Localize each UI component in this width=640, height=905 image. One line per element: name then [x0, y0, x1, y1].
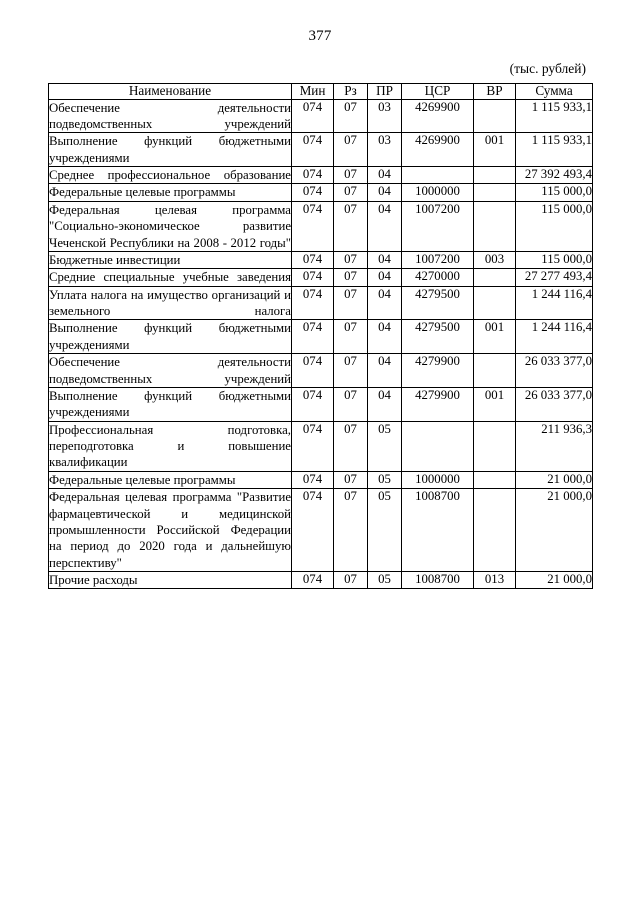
- column-header-rz: Рз: [334, 84, 368, 100]
- row-sum: 1 115 933,1: [516, 99, 593, 133]
- table-row: [49, 354, 593, 388]
- row-rz: 07: [334, 286, 368, 320]
- row-sum: 27 277 493,4: [516, 269, 593, 286]
- row-name: Средние специальные учебные заведения: [49, 270, 291, 285]
- row-name: Выполнение функций бюджетными учреждениями: [49, 134, 291, 165]
- row-csr: 4279500: [402, 286, 474, 320]
- row-name: Обеспечение деятельности подведомственных учреждений: [49, 355, 291, 386]
- column-header-name: Наименование: [49, 84, 292, 100]
- row-sum: 211 936,3: [516, 421, 593, 471]
- row-csr: 1008700: [402, 572, 474, 589]
- row-csr: 4279900: [402, 354, 474, 388]
- row-min: 074: [292, 421, 334, 471]
- table-row: [49, 269, 593, 286]
- column-header-csr: ЦСР: [402, 84, 474, 100]
- row-vr: [474, 421, 516, 471]
- units-note: (тыс. рублей): [509, 61, 586, 76]
- row-name: Обеспечение деятельности подведомственных учреждений: [49, 100, 291, 131]
- row-csr: [402, 167, 474, 184]
- row-rz: 07: [334, 133, 368, 167]
- row-vr: [474, 269, 516, 286]
- table-row: [49, 471, 593, 488]
- row-vr: [474, 489, 516, 572]
- row-vr: [474, 167, 516, 184]
- row-vr: 001: [474, 133, 516, 167]
- row-rz: 07: [334, 99, 368, 133]
- row-sum: 21 000,0: [516, 572, 593, 589]
- row-pr: 04: [368, 354, 402, 388]
- row-pr: 05: [368, 489, 402, 572]
- row-pr: 04: [368, 286, 402, 320]
- table-row: [49, 387, 593, 421]
- row-sum: 26 033 377,0: [516, 354, 593, 388]
- row-rz: 07: [334, 387, 368, 421]
- row-min: 074: [292, 471, 334, 488]
- table-body: [49, 99, 593, 589]
- table-row: [49, 320, 593, 354]
- row-sum: 115 000,0: [516, 184, 593, 201]
- row-min: 074: [292, 269, 334, 286]
- row-pr: 03: [368, 99, 402, 133]
- row-sum: 26 033 377,0: [516, 387, 593, 421]
- table-row: [49, 421, 593, 471]
- row-pr: 04: [368, 201, 402, 251]
- row-csr: 4279500: [402, 320, 474, 354]
- row-rz: 07: [334, 184, 368, 201]
- row-min: 074: [292, 251, 334, 268]
- row-sum: 115 000,0: [516, 251, 593, 268]
- row-sum: 1 115 933,1: [516, 133, 593, 167]
- table-header: [49, 84, 593, 100]
- row-name: Прочие расходы: [49, 572, 292, 589]
- row-csr: 1007200: [402, 251, 474, 268]
- row-min: 074: [292, 320, 334, 354]
- column-header-pr: ПР: [368, 84, 402, 100]
- table-row: [49, 201, 593, 251]
- table-row: [49, 251, 593, 268]
- row-name: Выполнение функций бюджетными учреждениями: [49, 388, 291, 420]
- row-name: Федеральные целевые программы: [49, 471, 292, 488]
- row-name: Бюджетные инвестиции: [49, 251, 292, 268]
- row-pr: 03: [368, 133, 402, 167]
- row-pr: 04: [368, 184, 402, 201]
- row-min: 074: [292, 572, 334, 589]
- row-pr: 04: [368, 269, 402, 286]
- row-csr: 1000000: [402, 184, 474, 201]
- row-csr: 1000000: [402, 471, 474, 488]
- row-csr: 4269900: [402, 133, 474, 167]
- row-min: 074: [292, 133, 334, 167]
- row-vr: 013: [474, 572, 516, 589]
- row-name: Выполнение функций бюджетными учреждениями: [49, 321, 291, 352]
- table-row: [49, 286, 593, 320]
- row-name: Среднее профессиональное образование: [49, 168, 291, 183]
- row-min: 074: [292, 489, 334, 572]
- row-rz: 07: [334, 572, 368, 589]
- table-row: [49, 133, 593, 167]
- row-rz: 07: [334, 320, 368, 354]
- row-min: 074: [292, 354, 334, 388]
- row-rz: 07: [334, 421, 368, 471]
- row-min: 074: [292, 167, 334, 184]
- row-min: 074: [292, 387, 334, 421]
- row-rz: 07: [334, 489, 368, 572]
- row-rz: 07: [334, 354, 368, 388]
- row-vr: [474, 354, 516, 388]
- table-row: [49, 184, 593, 201]
- table-header-row: [49, 84, 593, 100]
- row-rz: 07: [334, 251, 368, 268]
- row-rz: 07: [334, 167, 368, 184]
- row-min: 074: [292, 201, 334, 251]
- row-csr: 4269900: [402, 99, 474, 133]
- row-vr: [474, 184, 516, 201]
- row-vr: 001: [474, 387, 516, 421]
- row-rz: 07: [334, 269, 368, 286]
- row-pr: 04: [368, 387, 402, 421]
- row-pr: 04: [368, 167, 402, 184]
- row-vr: [474, 99, 516, 133]
- table-row: [49, 99, 593, 133]
- row-sum: 1 244 116,4: [516, 286, 593, 320]
- row-name: Уплата налога на имущество организаций и земельного налога: [49, 287, 291, 319]
- row-csr: [402, 421, 474, 471]
- row-vr: [474, 471, 516, 488]
- row-vr: [474, 286, 516, 320]
- budget-table: [48, 83, 593, 589]
- row-vr: [474, 201, 516, 251]
- row-pr: 05: [368, 572, 402, 589]
- row-sum: 115 000,0: [516, 201, 593, 251]
- row-sum: 21 000,0: [516, 471, 593, 488]
- row-sum: 21 000,0: [516, 489, 593, 572]
- column-header-min: Мин: [292, 84, 334, 100]
- row-min: 074: [292, 99, 334, 133]
- row-pr: 04: [368, 320, 402, 354]
- row-min: 074: [292, 184, 334, 201]
- row-sum: 27 392 493,4: [516, 167, 593, 184]
- row-name: Профессиональная подготовка, переподготовка и повышение квалификации: [49, 422, 291, 470]
- row-csr: 1007200: [402, 201, 474, 251]
- table-row: [49, 489, 593, 572]
- row-csr: 4270000: [402, 269, 474, 286]
- row-name: Федеральная целевая программа "Развитие фармацевтической и медицинской промышленности Российской Федерации на период до 2020 года и дальнейшую перспективу": [49, 490, 291, 570]
- row-name: Федеральная целевая программа "Социально-экономическое развитие Чеченской Республики на 2008 - 2012 годы": [49, 202, 291, 250]
- table-row: [49, 167, 593, 184]
- row-rz: 07: [334, 201, 368, 251]
- row-csr: 1008700: [402, 489, 474, 572]
- column-header-sum: Сумма: [516, 84, 593, 100]
- row-sum: 1 244 116,4: [516, 320, 593, 354]
- row-name: Федеральные целевые программы: [49, 184, 292, 201]
- row-min: 074: [292, 286, 334, 320]
- row-csr: 4279900: [402, 387, 474, 421]
- row-rz: 07: [334, 471, 368, 488]
- column-header-vr: ВР: [474, 84, 516, 100]
- row-pr: 04: [368, 251, 402, 268]
- row-pr: 05: [368, 421, 402, 471]
- row-vr: 001: [474, 320, 516, 354]
- table-row: [49, 572, 593, 589]
- row-pr: 05: [368, 471, 402, 488]
- row-vr: 003: [474, 251, 516, 268]
- page-number: 377: [308, 28, 332, 44]
